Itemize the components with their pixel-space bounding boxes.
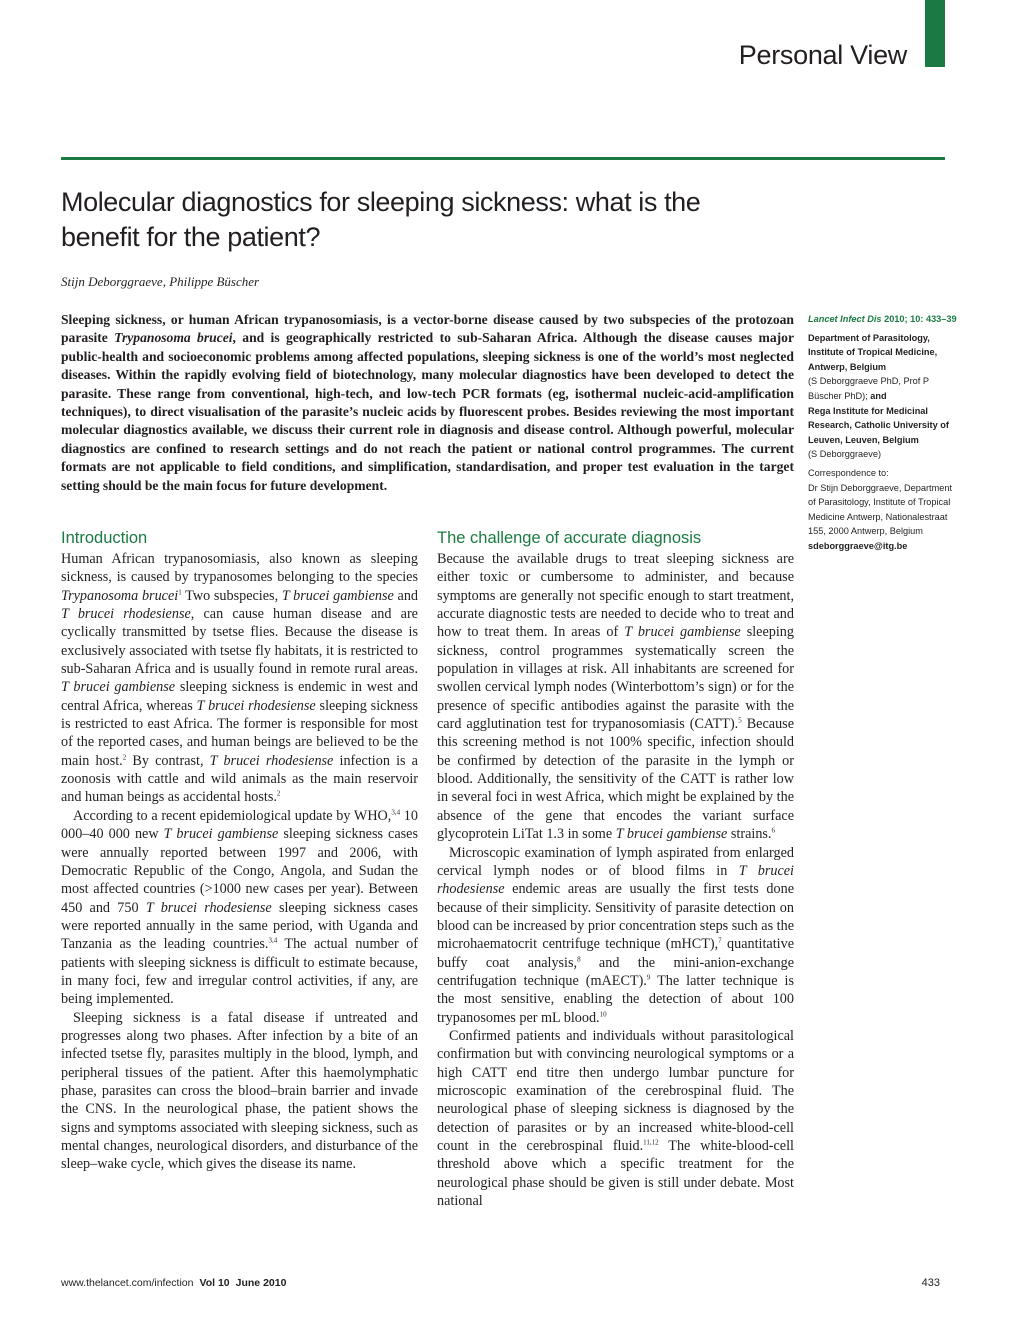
affiliation-2: Rega Institute for Medicinal Research, Catholic University of Leuven, Leuven, Belgium xyxy=(808,405,949,445)
text-run: and xyxy=(393,587,419,604)
column-right xyxy=(437,528,794,1210)
correspondence xyxy=(808,466,958,554)
species-name: T brucei rhodesiense xyxy=(61,606,191,623)
column-left xyxy=(61,528,418,1174)
reference-mark: 3,4 xyxy=(268,936,278,945)
species-name: T brucei gambiense xyxy=(163,826,279,843)
abstract xyxy=(61,311,794,495)
reference-mark: 7 xyxy=(718,936,722,945)
text-run: sleeping sickness cases were annually reported between 1997 and 2006, with Democratic Republic of the Congo, Angola, and Sudan the most affected countries (>1000 new cases per year). Between 450 and 750 xyxy=(61,826,418,916)
journal-name: Lancet Infect Dis xyxy=(808,314,882,324)
text-run: and the mini-anion-exchange centrifugation technique (mAECT). xyxy=(437,954,794,989)
challenge-paragraph-1 xyxy=(437,550,794,844)
text-run: Confirmed patients and individuals without parasitological confirmation but with convincing neurological symptoms or a high CATT end titre then undergo lumbar puncture for microscopic examination of the cerebrospinal fluid. The neurological phase of sleeping sickness is diagnosed by the detection of parasites or by an increased white-blood-cell count in the cerebrospinal fluid. xyxy=(437,1027,794,1154)
species-name: T brucei rhodesiense xyxy=(437,862,794,898)
section-color-tab xyxy=(925,0,945,67)
affiliation-1: Department of Parasitology, Institute of Tropical Medicine, Antwerp, Belgium xyxy=(808,332,938,372)
abstract-species: Trypanosoma brucei xyxy=(114,330,233,346)
intro-paragraph-3: Sleeping sickness is a fatal disease if untreated and progresses along two phases. After infection by a bite of an infected tsetse fly, parasites multiply in the blood, lymph, and peripheral tissues of the patient. After this haemolymphatic phase, parasites can cross the blood–brain barrier and invade the CNS. In the neurological phase, the patient shows the signs and symptoms associated with sleeping sickness, such as mental changes, neurological disorders, and disturbance of the sleep–wake cycle, which gives the disease its name. xyxy=(61,1009,418,1173)
reference-mark: 3,4 xyxy=(391,808,401,817)
text-run: , can cause human disease and are cyclically transmitted by tsetse flies. Because the disease is exclusively associated with tsetse fly habitats, it is restricted to sub-Saharan Africa and is usually found in remote rural areas. xyxy=(61,606,418,678)
challenge-paragraph-2 xyxy=(437,844,794,1027)
text-run: infection is a zoonosis with cattle and wild animals as the main reservoir and human beings as accidental hosts. xyxy=(61,752,418,806)
article-sidebar xyxy=(808,312,958,558)
text-run: sleeping sickness is endemic in west and central Africa, whereas xyxy=(61,679,418,714)
citation xyxy=(808,312,958,327)
heading-diagnosis-challenge: The challenge of accurate diagnosis xyxy=(437,529,702,547)
species-name: T brucei gambiense xyxy=(615,826,728,843)
species-name: Trypanosoma brucei xyxy=(61,587,179,604)
abstract-text-1: Sleeping sickness, or human African trypanosomiasis, is a vector-borne disease caused by two subspecies of the protozoan parasite xyxy=(61,312,794,346)
reference-mark: 6 xyxy=(771,826,775,835)
reference-mark: 9 xyxy=(646,973,651,982)
text-run: quantitative buffy coat analysis, xyxy=(437,936,794,971)
affiliation-2-names: (S Deborggraeve) xyxy=(808,449,882,460)
text-run: sleeping sickness cases were reported annually in the same period, with Uganda and Tanzania as the leading countries. xyxy=(61,899,418,953)
text-run: Two subspecies, xyxy=(181,587,282,604)
header-rule xyxy=(61,157,945,160)
species-name: T brucei rhodesiense xyxy=(196,697,316,714)
reference-mark: 11,12 xyxy=(643,1138,659,1147)
affiliation-and: and xyxy=(867,390,887,401)
volume: Vol 10 xyxy=(199,1277,230,1289)
reference-mark: 1 xyxy=(178,587,182,596)
reference-mark: 2 xyxy=(122,753,127,762)
correspondence-label: Correspondence to: xyxy=(808,467,889,478)
reference-mark: 10 xyxy=(599,1009,607,1018)
abstract-text-2: , and is geographically restricted to sub-Saharan Africa. Although the disease causes major public-health and socioeconomic problems among affected populations, sleeping sickness is one of the world’s most neglected diseases. Within the rapidly evolving field of biotechnology, many molecular diagnostics have been developed to detect the parasite. These range from conventional, high-tech, and low-tech PCR formats (eg, isothermal nucleic-acid-amplification techniques), to direct visualisation of the parasite’s nucleic acids by fluorescent probes. Besides reviewing the most important molecular diagnostics available, we discuss their current role in diagnosis and disease control. Although powerful, molecular diagnostics are confined to research settings and do not reach the patient or national control programmes. The current formats are not applicable to field conditions, and simplification, standardisation, and proper test evaluation in the target setting should be the main focus for future development. xyxy=(61,330,795,493)
page-footer xyxy=(61,1277,286,1289)
author-list: Stijn Deborggraeve, Philippe Büscher xyxy=(61,274,260,289)
correspondence-email[interactable]: sdeborggraeve@itg.be xyxy=(808,540,908,551)
correspondence-address: Dr Stijn Deborggraeve, Department of Parasitology, Institute of Tropical Medicine Antwerp, Nationalestraat 155, 2000 Antwerp, Belgium xyxy=(808,482,953,537)
text-run: Microscopic examination of lymph aspirated from enlarged cervical lymph nodes or of blood films in xyxy=(437,844,794,879)
text-run: By contrast, xyxy=(126,752,210,769)
article-title: Molecular diagnostics for sleeping sickness: what is the benefit for the patient? xyxy=(61,187,701,252)
heading-introduction: Introduction xyxy=(61,529,148,547)
text-run: Because this screening method is not 100% specific, infection should be confirmed by detection of the parasite in the lymph or blood. Additionally, the sensitivity of the CATT is rather low in several foci in west Africa, which might be explained by the absence of the gene that encodes the variant surface glycoprotein LiTat 1.3 in some xyxy=(437,716,794,843)
text-run: The white-blood-cell threshold above which a specific treatment for the neurological phase should be given is still under debate. Most national xyxy=(437,1138,794,1210)
intro-paragraph-2 xyxy=(61,807,418,1009)
section-label: Personal View xyxy=(738,40,907,70)
text-run: sleeping sickness is restricted to east Africa. The former is responsible for most of the reported cases, and human beings are believed to be the main host. xyxy=(61,697,418,769)
affiliations xyxy=(808,331,958,462)
page-number: 433 xyxy=(921,1277,940,1289)
reference-mark: 8 xyxy=(577,954,581,963)
text-run: strains. xyxy=(727,826,772,843)
text-run: sleeping sickness, control programmes systematically screen the population in villages at risk. All inhabitants are screened for swollen cervical lymph nodes (Winterbottom’s sign) or for the presence of specific antibodies against the parasite with the card agglutination test for trypanosomiasis (CATT). xyxy=(437,624,794,733)
affiliation-1-names: (S Deborggraeve PhD, Prof P Büscher PhD); xyxy=(808,376,929,401)
issue-date: June 2010 xyxy=(235,1277,287,1289)
species-name: T brucei gambiense xyxy=(61,679,176,696)
text-run: endemic areas are usually the first tests done because of their simplicity. Sensitivity of parasite detection on blood can be increased by prior concentration steps such as the microhaematocrit centrifuge technique (mHCT), xyxy=(437,881,794,953)
text-run: Human African trypanosomiasis, also known as sleeping sickness, is caused by trypanosomes belonging to the species xyxy=(61,551,418,586)
text-run: 10 000–40 000 new xyxy=(61,807,418,843)
text-run: According to a recent epidemiological update by WHO, xyxy=(73,807,392,824)
reference-mark: 2 xyxy=(276,789,281,798)
challenge-paragraph-3 xyxy=(437,1027,794,1210)
species-name: T brucei rhodesiense xyxy=(145,899,272,916)
reference-mark: 5 xyxy=(738,716,742,725)
text-run: Because the available drugs to treat sleeping sickness are either toxic or cumbersome to administer, and because symptoms are generally not specific enough to start treatment, accurate diagnostic tests are needed to decide who to treat and how to treat them. In areas of xyxy=(437,551,794,641)
text-run: The latter technique is the most sensitive, enabling the detection of about 100 trypanosomes per mL blood. xyxy=(437,972,794,1026)
citation-volume: 2010; 10: 433–39 xyxy=(881,314,957,324)
journal-url[interactable]: www.thelancet.com/infection xyxy=(61,1277,194,1289)
species-name: T brucei rhodesiense xyxy=(209,752,334,769)
text-run: The actual number of patients with sleeping sickness is difficult to estimate because, in many foci, few and irregular control activities, if any, are being implemented. xyxy=(61,936,418,1008)
intro-paragraph-1 xyxy=(61,550,418,807)
species-name: T brucei gambiense xyxy=(624,624,741,641)
species-name: T brucei gambiense xyxy=(281,587,394,604)
